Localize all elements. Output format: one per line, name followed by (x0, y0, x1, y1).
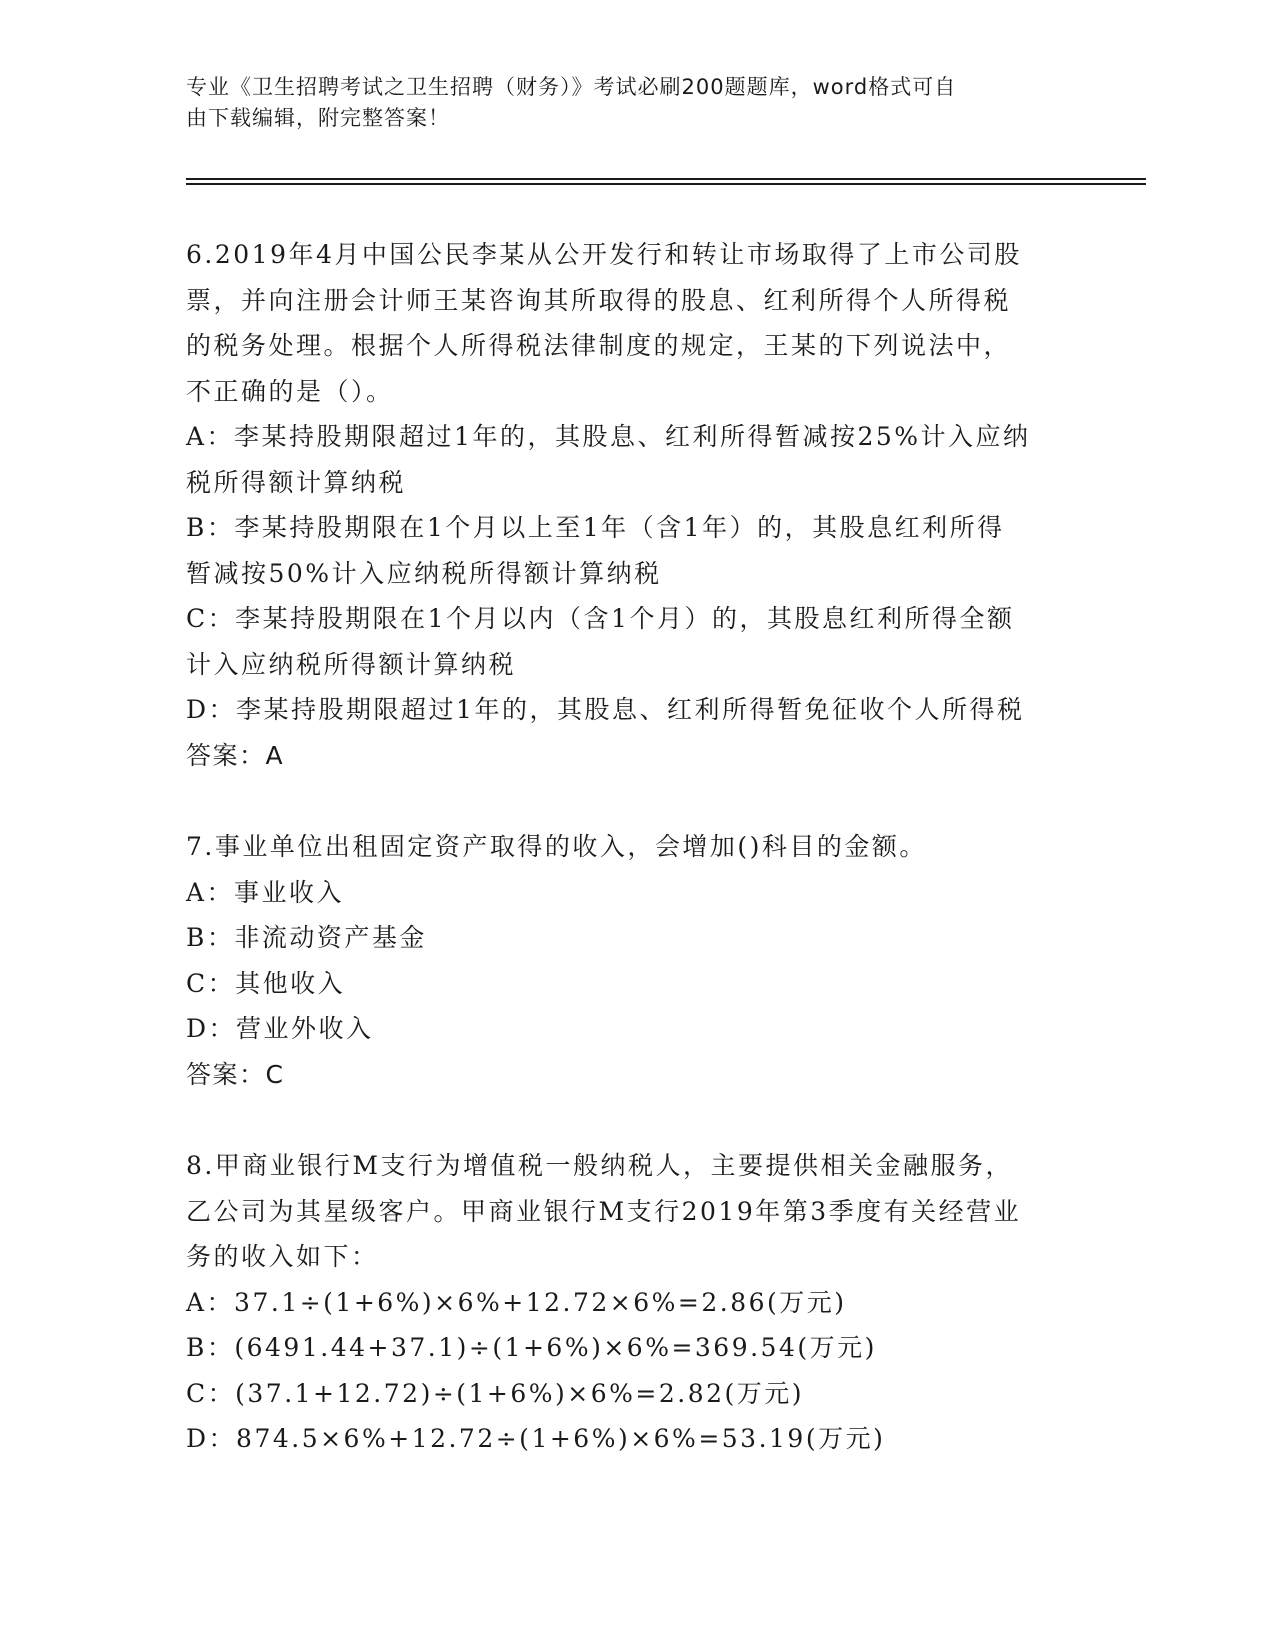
option-c: C：其他收入 (186, 968, 346, 998)
option-a: A：37.1÷(1+6%)×6%+12.72×6%=2.86(万元) (186, 1287, 847, 1317)
question-stem-line: 票，并向注册会计师王某咨询其所取得的股息、红利所得个人所得税 (186, 285, 1012, 315)
header-divider-top (186, 178, 1146, 180)
question-stem-line: 的税务处理。根据个人所得税法律制度的规定，王某的下列说法中， (186, 331, 1012, 360)
question-stem-line: 乙公司为其星级客户。甲商业银行M支行2019年第3季度有关经营业 (186, 1196, 1022, 1226)
option-a: A：事业收入 (186, 877, 345, 907)
option-b-line-1: B：李某持股期限在1个月以上至1年（含1年）的，其股息红利所得 (186, 513, 1005, 542)
question-stem-line: 不正确的是（）。 (186, 376, 394, 406)
header-divider-bottom (186, 183, 1146, 185)
option-a-line-2: 税所得额计算纳税 (186, 467, 407, 497)
question-6 (186, 232, 1086, 779)
option-a-line-1: A：李某持股期限超过1年的，其股息、红利所得暂减按25%计入应纳 (186, 422, 1031, 451)
option-c-line-2: 计入应纳税所得额计算纳税 (186, 649, 517, 679)
option-d-line-1: D：李某持股期限超过1年的，其股息、红利所得暂免征收个人所得税 (186, 695, 1025, 724)
answer-label: 答案：C (186, 1059, 285, 1089)
question-8 (186, 1143, 1086, 1462)
answer-label: 答案：A (186, 740, 285, 770)
option-c-line-1: C：李某持股期限在1个月以内（含1个月）的，其股息红利所得全额 (186, 604, 1015, 633)
question-stem-line: 7.事业单位出租固定资产取得的收入，会增加()科目的金额。 (186, 832, 927, 861)
question-stem-line: 6.2019年4月中国公民李某从公开发行和转让市场取得了上市公司股 (186, 240, 1022, 269)
document-header (186, 72, 1066, 134)
header-line-1: 专业《卫生招聘考试之卫生招聘（财务）》考试必刷200题题库，word格式可自 (186, 75, 957, 99)
option-b: B：非流动资产基金 (186, 923, 427, 952)
question-stem-line: 8.甲商业银行M支行为增值税一般纳税人，主要提供相关金融服务， (186, 1151, 1013, 1180)
option-d: D：营业外收入 (186, 1014, 374, 1043)
option-b: B：(6491.44+37.1)÷(1+6%)×6%=369.54(万元) (186, 1333, 877, 1362)
option-c: C：(37.1+12.72)÷(1+6%)×6%=2.82(万元) (186, 1378, 805, 1408)
option-b-line-2: 暂减按50%计入应纳税所得额计算纳税 (186, 558, 662, 588)
question-stem-line: 务的收入如下： (186, 1242, 379, 1271)
question-7 (186, 824, 1086, 1098)
option-d: D：874.5×6%+12.72÷(1+6%)×6%=53.19(万元) (186, 1424, 886, 1453)
header-line-2: 由下载编辑，附完整答案！ (186, 106, 450, 130)
